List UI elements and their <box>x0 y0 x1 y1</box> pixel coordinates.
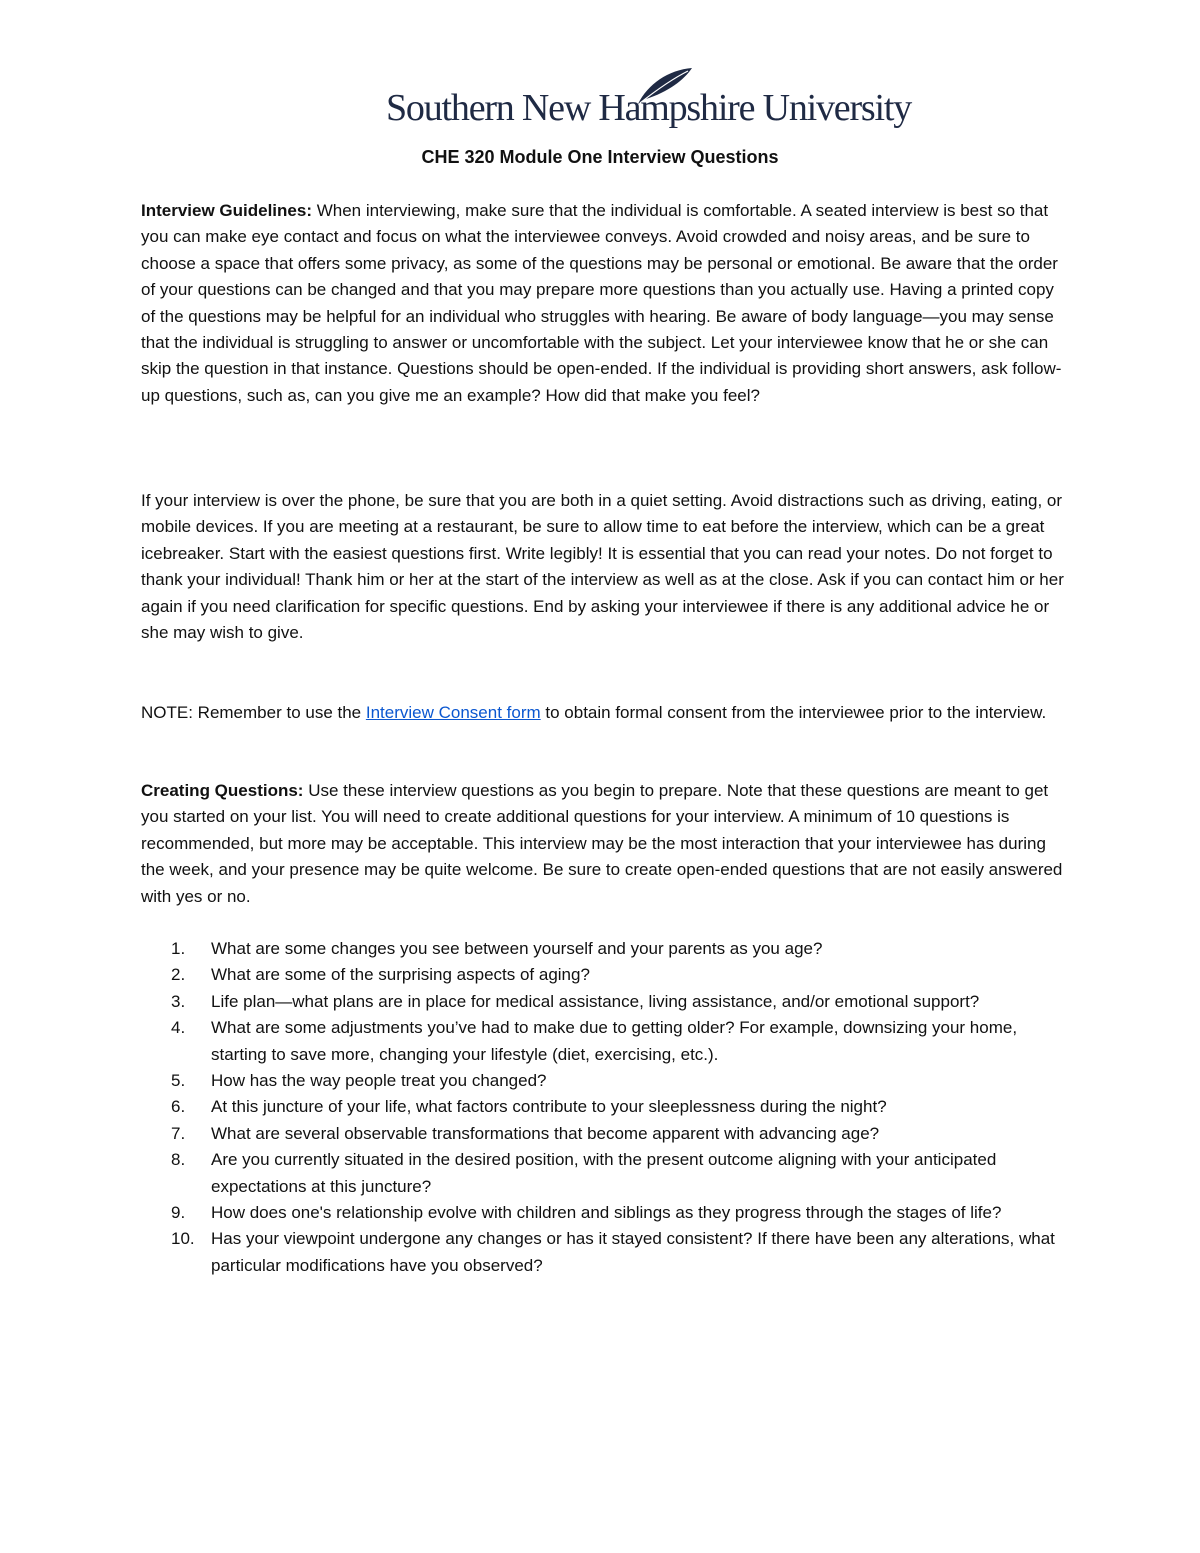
list-item-text: What are some changes you see between yourself and your parents as you age? <box>211 939 823 958</box>
list-item-text: At this juncture of your life, what factors contribute to your sleeplessness during the night? <box>211 1097 887 1117</box>
list-item <box>141 989 1066 1015</box>
list-item <box>141 936 1066 962</box>
guidelines-text: When interviewing, make sure that the individual is comfortable. A seated interview is best so that you can make eye contact and focus on what the interviewee conveys. Avoid crowded and noisy areas, and be sure to choose a space that offers some privacy, as some of the questions may be personal or emotional. Be aware that the order of your questions can be changed and that you may prepare more questions than you actually use. Having a printed copy of the questions may be helpful for an individual who struggles with hearing. Be aware of body language—you may sense that the individual is struggling to answer or uncomfortable with the subject. Let your interviewee know that he or she can skip the question in that instance. Questions should be open-ended. If the individual is providing short answers, ask follow-up questions, such as, can you give me an example? How did that make you feel? <box>141 201 1062 405</box>
list-item <box>141 962 1066 988</box>
creating-label: Creating Questions: <box>141 781 304 800</box>
note-paragraph <box>141 700 1066 726</box>
note-prefix: NOTE: Remember to use the <box>141 703 366 722</box>
guidelines-label: Interview Guidelines: <box>141 201 312 220</box>
list-item <box>141 1226 1066 1279</box>
list-item-text: How does one's relationship evolve with children and siblings as they progress through the stages of life? <box>211 1203 1002 1223</box>
list-item-number: 8. <box>171 1150 186 1170</box>
list-item-number: 7. <box>171 1123 186 1143</box>
list-item <box>141 1121 1066 1147</box>
logo-wordmark: Southern New Hampshire University <box>386 87 912 129</box>
list-item-text: What are several observable transformations that become apparent with advancing age? <box>211 1123 880 1143</box>
creating-questions-paragraph <box>141 778 1066 910</box>
list-item-number: 10. <box>171 1229 195 1249</box>
questions-list <box>141 936 1066 1279</box>
list-item-number: 4. <box>171 1018 186 1038</box>
list-item-number: 2. <box>171 965 186 985</box>
creating-text: Use these interview questions as you begin to prepare. Note that these questions are meant to get you started on your list. You will need to create additional questions for your interview. A minimum of 10 questions is recommended, but more may be acceptable. This interview may be the most interaction that your interviewee has during the week, and your presence may be quite welcome. Be sure to create open-ended questions that are not easily answered with yes or no. <box>141 781 1063 906</box>
list-item-text: What are some adjustments you’ve had to make due to getting older? For example, downsizing your home, starting to save more, changing your lifestyle (diet, exercising, etc.). <box>211 1018 1018 1064</box>
list-item-number: 6. <box>171 1097 186 1117</box>
list-item-text: What are some of the surprising aspects of aging? <box>211 965 590 985</box>
phone-paragraph: If your interview is over the phone, be sure that you are both in a quiet setting. Avoid distractions such as driving, eating, or mobile devices. If you are meeting at a restaurant, be sure to allow time to eat before the interview, which can be a great icebreaker. Start with the easiest questions first. Write legibly! It is essential that you can read your notes. Do not forget to thank your individual! Thank him or her at the start of the interview as well as at the close. Ask if you can contact him or her again if you need clarification for specific questions. End by asking your interviewee if there is any additional advice he or she may wish to give. <box>141 491 1064 643</box>
list-item <box>141 1094 1066 1120</box>
list-item <box>141 1147 1066 1200</box>
consent-form-link[interactable]: Interview Consent form <box>365 703 541 722</box>
guidelines-paragraph <box>141 198 1066 409</box>
list-item <box>141 1200 1066 1226</box>
note-suffix: to obtain formal consent from the interviewee prior to the interview. <box>540 703 1047 722</box>
list-item-text: Has your viewpoint undergone any changes or has it stayed consistent? If there have been any alterations, what particular modifications have you observed? <box>211 1229 1055 1275</box>
list-item-text: Life plan—what plans are in place for medical assistance, living assistance, and/or emotional support? <box>211 991 980 1011</box>
list-item <box>141 1068 1066 1094</box>
list-item-number: 3. <box>171 991 186 1011</box>
list-item <box>141 1015 1066 1068</box>
list-item-number: 9. <box>171 1203 186 1223</box>
list-item-number: 5. <box>171 1071 186 1091</box>
university-logo <box>386 66 912 138</box>
list-item-text: How has the way people treat you changed? <box>211 1071 547 1091</box>
page-title: CHE 320 Module One Interview Questions <box>421 147 779 167</box>
list-item-number: 1. <box>171 939 186 958</box>
list-item-text: Are you currently situated in the desired position, with the present outcome aligning with your anticipated expectations at this juncture? <box>211 1150 997 1196</box>
